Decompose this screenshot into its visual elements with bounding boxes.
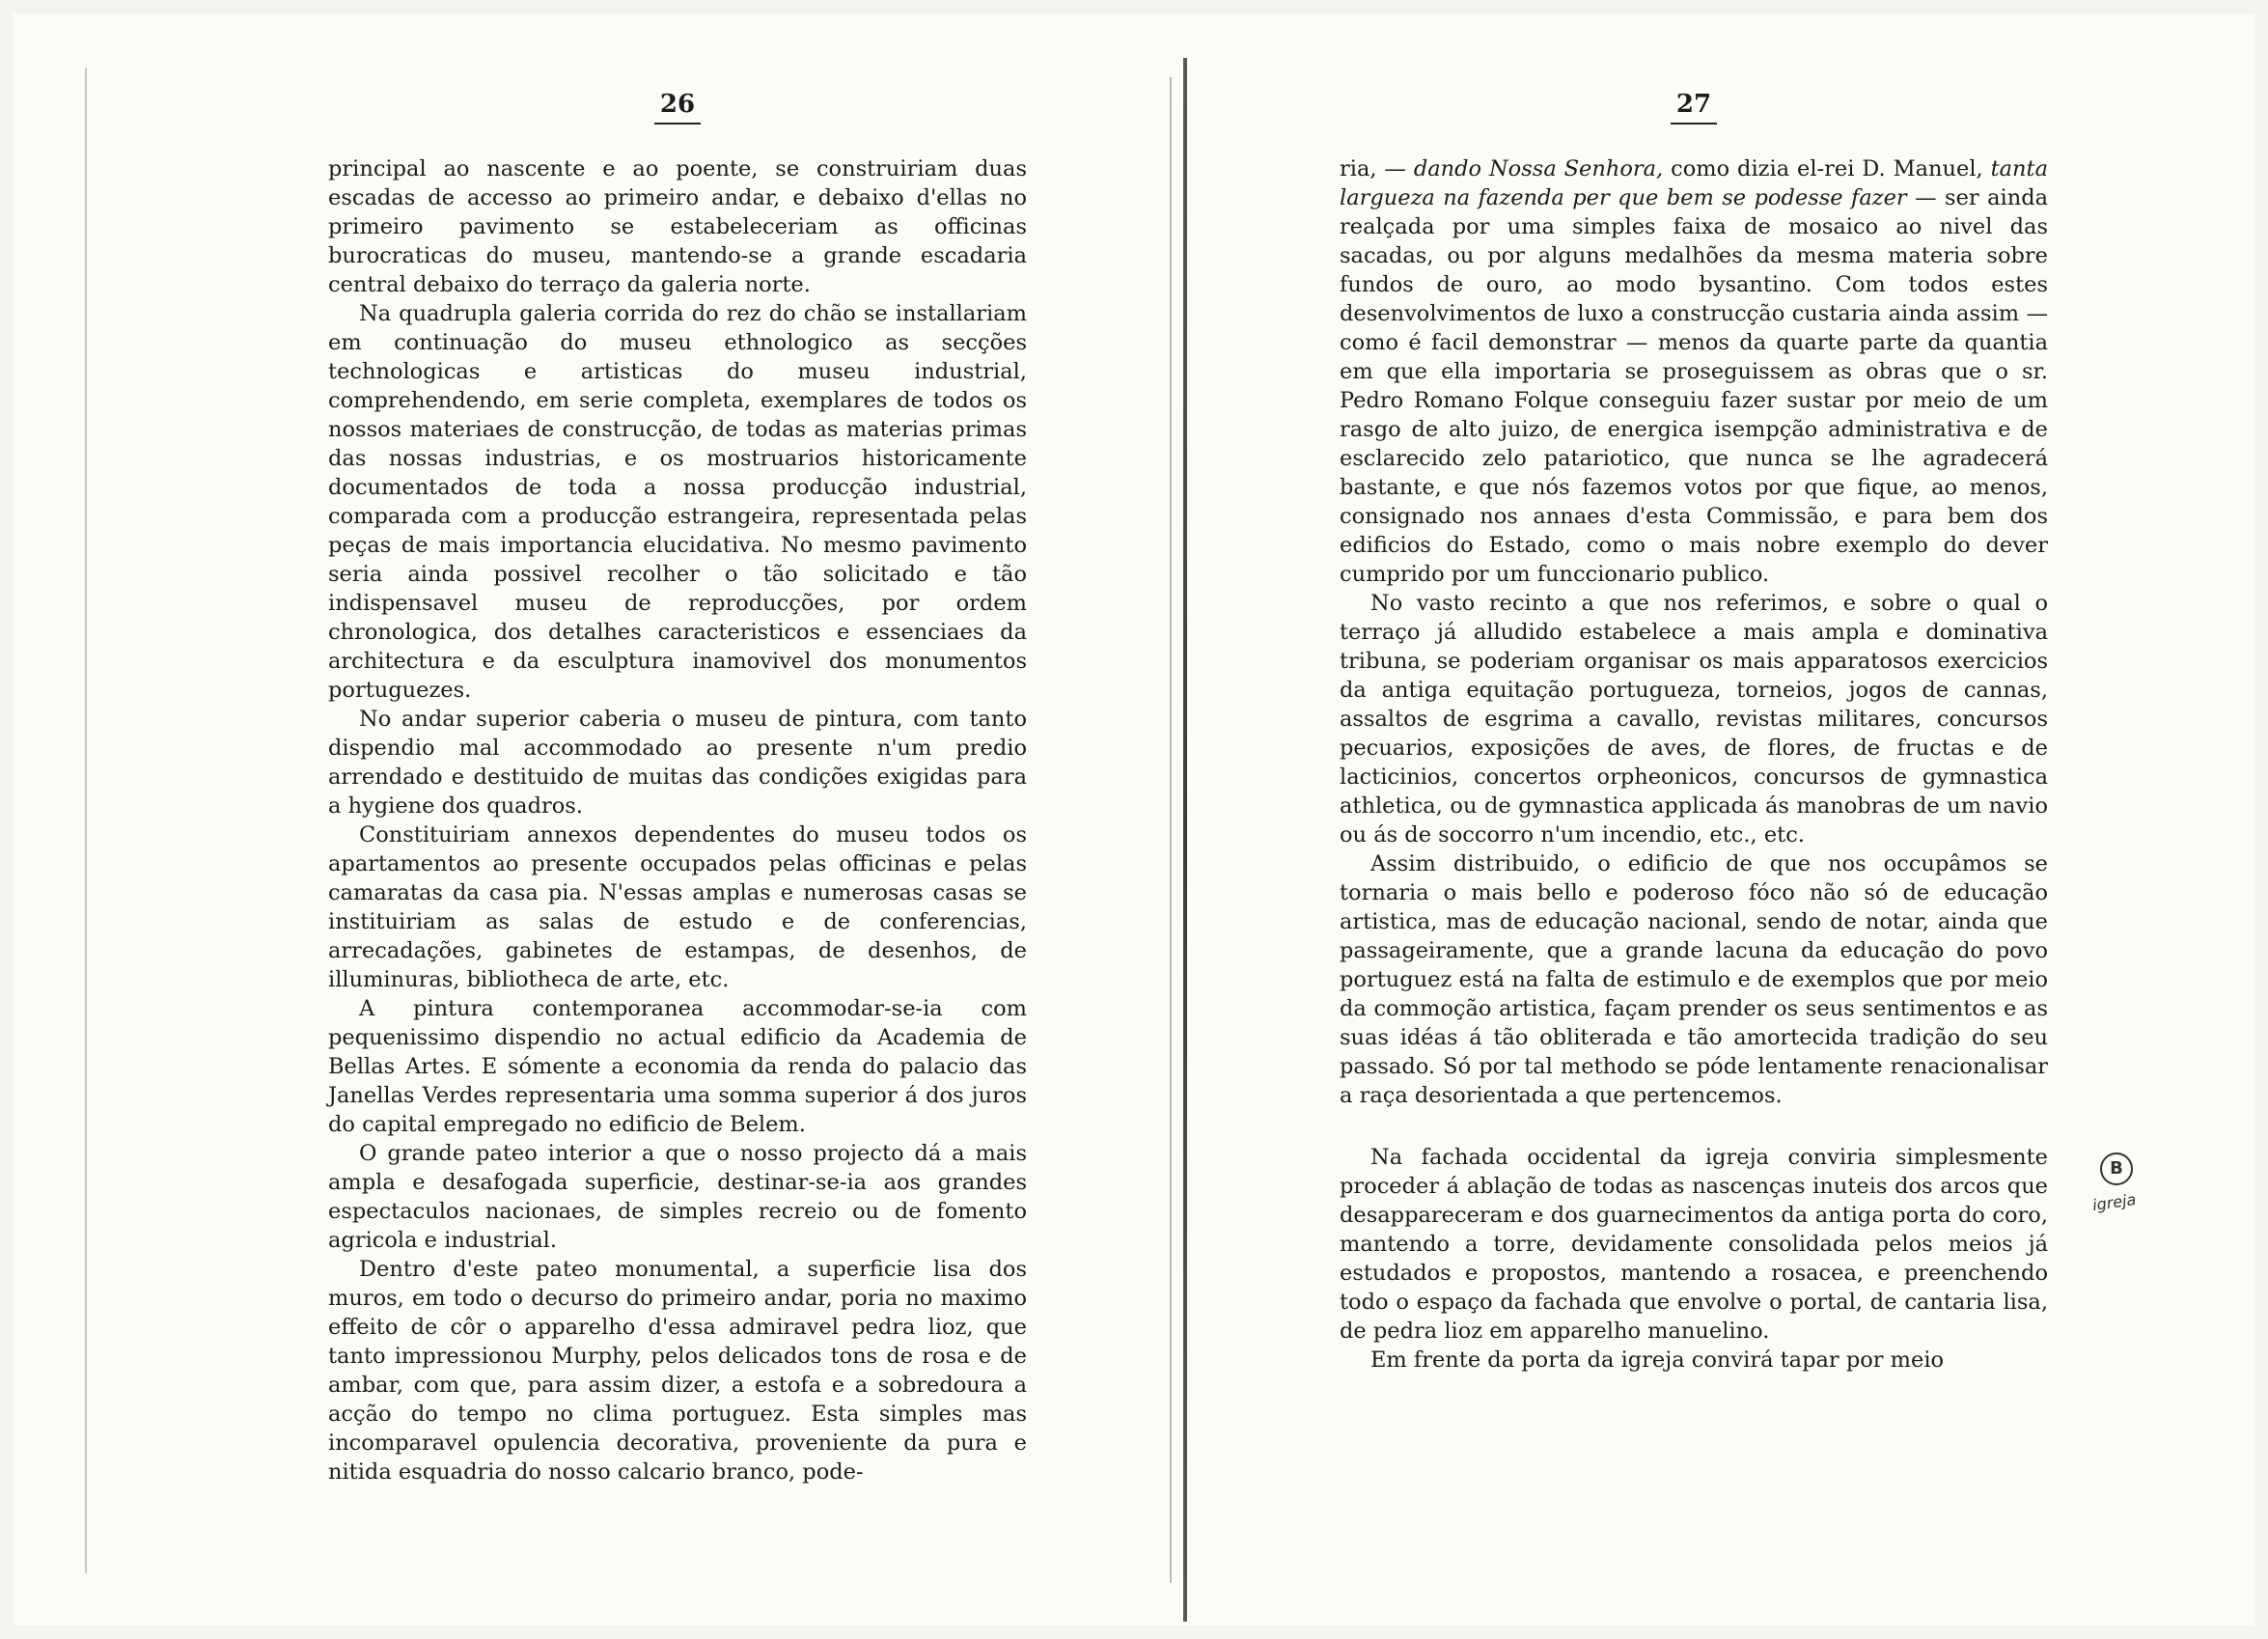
paragraph: Dentro d'este pateo monumental, a superficie lisa dos muros, em todo o decurso do primeiro andar, poria no maximo effeito de côr o apparelho d'essa admiravel pedra lioz, que tanto impressionou Murphy, pelos delicados tons de rosa e de ambar, com que, para assim dizer, a estofa e a sobredoura a acção do tempo no clima portuguez. Esta simples mas incomparavel opulencia decorativa, proveniente da pura e nitida esquadria do nosso calcario branco, pode- [328,1257,1027,1485]
paragraph: Assim distribuido, o edificio de que nos occupâmos se tornaria o mais bello e poderoso fóco não só de educação artistica, mas de educação nacional, sendo de notar, ainda que passageiramente, que a grande lacuna da educação do povo portuguez está na falta de estimulo e de exemplos que por meio da commoção artistica, façam prender os seus sentimentos e as suas idéas á tão obliterada e tão amortecida tradição do seu passado. Só por tal methodo se póde lentamente renacionalisar a raça desorientada a que pertencemos. [1340,851,2048,1108]
handwritten-note-text: igreja [2090,1189,2138,1215]
paragraph: Constituiriam annexos dependentes do museu todos os apartamentos ao presente occupados pelas officinas e pelas camaratas da casa pia. N'essas amplas e numerosas casas se instituiriam as salas de estudo e de conferencias, arrecadações, gabinetes de estampas, de desenhos, de illuminuras, bibliotheca de arte, etc. [328,822,1027,992]
handwritten-margin-note [2092,1147,2179,1234]
paragraph-text: — ser ainda realçada por uma simples faixa de mosaico ao nivel das sacadas, ou por alguns medalhões da mesma materia sobre fundos de ouro, ao modo bysantino. Com todos estes desenvolvimentos de luxo a construcção custaria ainda assim — como é facil demonstrar — menos da quarte parte da quantia em que ella importaria se proseguissem as obras que o sr. Pedro Romano Folque conseguiu fazer sustar por meio de um rasgo de alto juizo, de energica isempção administrativa e de esclarecido zelo patariotico, que nunca se lhe agradecerá bastante, e que nós fazemos votos por que fique, ao menos, consignado nos annaes d'esta Commissão, e para bem dos edificios do Estado, como o mais nobre exemplo do dever cumprido por um funccionario publico. [1340,185,2049,587]
page-number: 26 [328,89,1027,120]
paragraph: No andar superior caberia o museu de pintura, com tanto dispendio mal accommodado ao presente n'um predio arrendado e destituido de muitas das condições exigidas para a hygiene dos quadros. [328,707,1027,819]
circled-letter: B [2100,1153,2133,1185]
italic-quote: tanta largueza na fazenda per que bem se podesse fazer [1340,156,2048,210]
paragraph [1340,154,2048,589]
paragraph: Na quadrupla galeria corrida do rez do chão se installariam em continuação do museu ethnologico as secções technologicas e artisticas do museu industrial, comprehendendo, em serie completa, exemplares de todos os nossos materiaes de construcção, de todas as materias primas das nossas industrias, e os mostruarios historicamente documentados de toda a nossa producção industrial, comparada com a producção estrangeira, representada pelas peças de mais importancia elucidativa. No mesmo pavimento seria ainda possivel recolher o tão solicitado e tão indispensavel museu de reproducções, por ordem chronologica, dos detalhes caracteristicos e essenciaes da architectura e da esculptura inamovivel dos monumentos portuguezes. [328,301,1027,703]
left-margin-edge [85,68,87,1573]
paragraph: Em frente da porta da igreja convirá tapar por meio [1370,1347,1945,1373]
book-gutter-shadow [1170,77,1172,1583]
paragraph-text: ria, — [1340,156,1414,181]
left-page [328,89,1027,1486]
paragraph: principal ao nascente e ao poente, se construiriam duas escadas de accesso ao primeiro andar, e debaixo d'ellas no primeiro pavimento se estabeleceriam as officinas burocraticas do museu, mantendo-se a grande escadaria central debaixo do terraço da galeria norte. [328,156,1027,297]
book-spine [1183,58,1187,1622]
paragraph: O grande pateo interior a que o nosso projecto dá a mais ampla e desafogada superficie, destinar-se-ia aos grandes espectaculos nacionaes, de simples recreio ou de fomento agricola e industrial. [328,1141,1027,1253]
paragraph: Na fachada occidental da igreja conviria simplesmente proceder á ablação de todas as nascenças inuteis dos arcos que desappareceram e dos guarnecimentos da antiga porta do coro, mantendo a torre, devidamente consolidada pelos meios já estudados e propostos, mantendo a rosacea, e preenchendo todo o espaço da fachada que envolve o portal, de cantaria lisa, de pedra lioz em apparelho manuelino. [1340,1145,2048,1344]
section-gap [1340,1110,2048,1143]
page-number: 27 [1340,89,2048,120]
italic-quote: dando Nossa Senhora, [1413,156,1664,181]
paragraph-text: como dizia el-rei D. Manuel, [1663,156,1991,181]
paragraph: No vasto recinto a que nos referimos, e sobre o qual o terraço já alludido estabelece a mais ampla e dominativa tribuna, se poderiam organisar os mais apparatosos exercicios da antiga equitação portugueza, torneios, jogos de cannas, assaltos de esgrima a cavallo, revistas militares, concursos pecuarios, exposições de aves, de flores, de fructas e de lacticinios, concertos orpheonicos, concursos de gymnastica athletica, ou de gymnastica applicada ás manobras de um navio ou ás de soccorro n'um incendio, etc., etc. [1340,591,2048,847]
right-page [1340,89,2048,1375]
paragraph: A pintura contemporanea accommodar-se-ia com pequenissimo dispendio no actual edificio da Academia de Bellas Artes. E sómente a economia da renda do palacio das Janellas Verdes representaria uma somma superior á dos juros do capital empregado no edificio de Belem. [328,996,1027,1137]
